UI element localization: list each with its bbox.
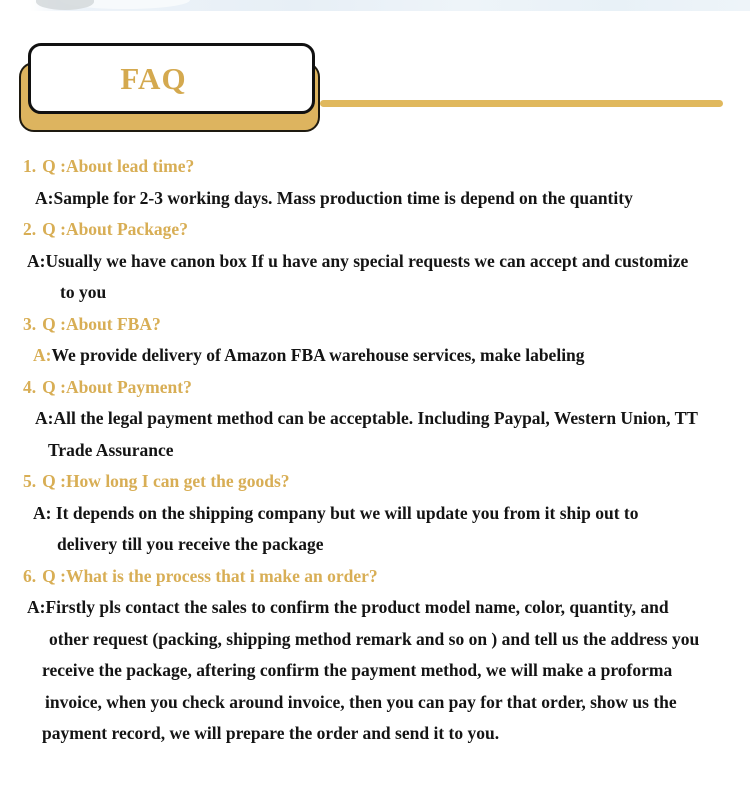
previous-image-remnant: [0, 0, 750, 11]
faq-answer-line: to you: [60, 282, 107, 302]
faq-answer-line: Trade Assurance: [48, 439, 174, 460]
faq-list: [0, 151, 750, 750]
question-text: Q :About FBA?: [42, 313, 161, 334]
question-number: 1.: [23, 156, 37, 176]
faq-question: [23, 214, 750, 246]
faq-answer-line: A:All the legal payment method can be acceptable. Including Paypal, Western Union, TT: [35, 408, 698, 428]
question-text: Q :About lead time?: [42, 156, 195, 176]
faq-answer-line: receive the package, aftering confirm the payment method, we will make a proforma: [42, 660, 673, 680]
faq-question: [23, 466, 750, 498]
question-text: Q :About Package?: [42, 219, 188, 239]
faq-question: [23, 561, 750, 593]
faq-answer-line: [33, 340, 750, 372]
faq-answer-line: A:Firstly pls contact the sales to confirm the product model name, color, quantity, and: [27, 597, 669, 617]
question-number: 3.: [23, 313, 37, 334]
question-text: Q :About Payment?: [42, 376, 192, 397]
faq-item: [0, 561, 750, 750]
faq-answer-line: A:Usually we have canon box If u have any special requests we can accept and customize: [27, 250, 689, 271]
faq-answer-line: invoice, when you check around invoice, then you can pay for that order, show us the: [45, 691, 677, 712]
faq-banner-title: FAQ: [120, 60, 187, 96]
question-text: Q :What is the process that i make an order?: [42, 565, 378, 586]
question-text: Q :How long I can get the goods?: [42, 471, 290, 491]
answer-prefix: A:: [33, 345, 52, 365]
faq-item: [0, 466, 750, 561]
question-number: 5.: [23, 471, 37, 491]
faq-answer-line: A: It depends on the shipping company but we will update you from it ship out to: [33, 502, 639, 523]
faq-answer-line: delivery till you receive the package: [57, 534, 324, 554]
faq-banner-card: [28, 43, 315, 114]
faq-question: [23, 309, 750, 341]
question-number: 2.: [23, 219, 37, 239]
faq-banner: [19, 43, 324, 133]
faq-item: [0, 309, 750, 372]
faq-item: [0, 151, 750, 214]
faq-question: [23, 151, 750, 183]
faq-answer-line: A:Sample for 2-3 working days. Mass production time is depend on the quantity: [35, 187, 633, 208]
faq-item: [0, 214, 750, 309]
question-number: 6.: [23, 565, 37, 586]
faq-question: [23, 372, 750, 404]
faq-answer-line: payment record, we will prepare the order and send it to you.: [42, 723, 500, 743]
faq-item: [0, 372, 750, 467]
faq-answer-line: other request (packing, shipping method remark and so on ) and tell us the address you: [49, 628, 700, 649]
answer-text: We provide delivery of Amazon FBA warehouse services, make labeling: [51, 345, 585, 365]
gray-product-shape: [36, 0, 94, 10]
gold-divider-line: [320, 100, 723, 107]
question-number: 4.: [23, 376, 37, 397]
